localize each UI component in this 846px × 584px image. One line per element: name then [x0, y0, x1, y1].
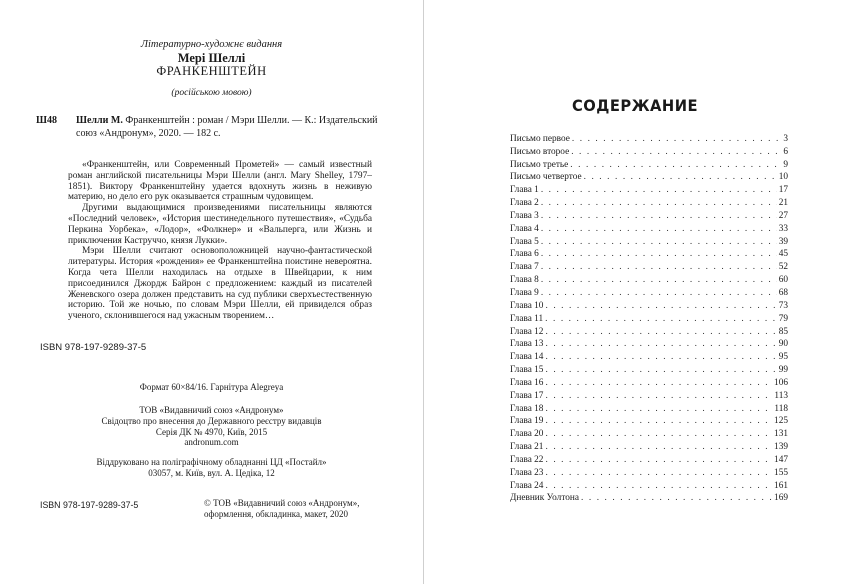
toc-entry-page: 161 — [774, 480, 788, 491]
toc-leader-dots — [545, 404, 772, 414]
toc-leader-dots — [541, 288, 777, 298]
toc-leader-dots — [570, 160, 781, 170]
abstract-paragraph: Мэри Шелли считают основоположницей научно-фантастической литературы. История «рождения» ее Франкенштейна поистине невероятна. Когда чета Шелли находилась на отдыхе в Швейцарии, к ним присоединился Джордж Байрон с предложением: каждый из писателей Женевского озера должен представить на суд публики сверхъестественную историю. Той же ночью, по словам Мэри Шелли, ей привиделся образ ученого, склонившегося над ужасным творением… — [68, 246, 372, 322]
series-line: Літературно-художнє видання — [140, 39, 283, 50]
toc-entry-label: Глава 7 — [510, 262, 539, 273]
toc-entry[interactable] — [510, 131, 788, 144]
toc-entry[interactable] — [510, 221, 788, 234]
toc-leader-dots — [545, 327, 776, 337]
toc-entry[interactable] — [510, 311, 788, 324]
toc-entry-label: Глава 23 — [510, 467, 544, 478]
toc-leader-dots — [571, 147, 781, 157]
toc-entry-page: 131 — [774, 429, 788, 440]
toc-leader-dots — [545, 481, 772, 491]
toc-entry-label: Глава 19 — [510, 416, 544, 427]
toc-entry-label: Глава 21 — [510, 442, 544, 453]
toc-entry[interactable] — [510, 452, 788, 465]
toc-leader-dots — [545, 455, 772, 465]
toc-entry-page: 155 — [774, 467, 788, 478]
toc-entry-page: 68 — [778, 287, 788, 298]
toc-entry-page: 27 — [778, 210, 788, 221]
toc-entry-page: 45 — [778, 249, 788, 260]
toc-entry[interactable] — [510, 362, 788, 375]
toc-entry-label: Глава 24 — [510, 480, 544, 491]
toc-entry[interactable] — [510, 170, 788, 183]
abstract-paragraph: Другими выдающимися произведениями писательницы являются «Последний человек», «История шестинедельного путешествия», «Судьба Перкина Уорбека», «Лодор», «Фолкнер» и «Вальперга, или Жизнь и приключения Каструччо, князя Лукки». — [68, 203, 372, 246]
toc-entry-page: 3 — [783, 133, 788, 144]
toc-entry[interactable] — [510, 144, 788, 157]
toc-entry-page: 95 — [778, 352, 788, 363]
toc-entry-label: Глава 5 — [510, 236, 539, 247]
toc-entry-label: Глава 15 — [510, 365, 544, 376]
toc-leader-dots — [545, 429, 772, 439]
abstract — [68, 160, 372, 322]
toc-leader-dots — [581, 493, 772, 503]
toc-leader-dots — [541, 237, 777, 247]
toc-leader-dots — [541, 275, 777, 285]
toc-entry-page: 39 — [778, 236, 788, 247]
toc-entry[interactable] — [510, 324, 788, 337]
toc-entry[interactable] — [510, 478, 788, 491]
toc-leader-dots — [541, 249, 777, 259]
printer-info — [0, 457, 423, 479]
toc-entry-label: Глава 16 — [510, 377, 544, 388]
toc-entry-label: Глава 14 — [510, 352, 544, 363]
toc-entry[interactable] — [510, 208, 788, 221]
publisher-info — [0, 405, 423, 448]
publisher-line: Серія ДК № 4970, Київ, 2015 — [155, 426, 268, 437]
toc-entry[interactable] — [510, 298, 788, 311]
isbn-top: ISBN 978-197-9289-37-5 — [40, 342, 147, 353]
toc-entry[interactable] — [510, 285, 788, 298]
toc-entry-label: Глава 10 — [510, 300, 544, 311]
toc-entry-page: 147 — [774, 454, 788, 465]
toc-leader-dots — [541, 198, 777, 208]
toc-entry-label: Глава 17 — [510, 390, 544, 401]
toc-entry[interactable] — [510, 439, 788, 452]
copyright — [204, 498, 394, 520]
toc-entry-page: 21 — [778, 198, 788, 209]
toc-leader-dots — [541, 185, 777, 195]
bib-description — [76, 114, 392, 140]
format-line: Формат 60×84/16. Гарнітура Alegreya — [139, 382, 284, 392]
right-page-contents — [424, 0, 846, 584]
toc-leader-dots — [545, 391, 772, 401]
toc-entry-label: Глава 18 — [510, 403, 544, 414]
toc-leader-dots — [541, 224, 777, 234]
toc-leader-dots — [584, 172, 777, 182]
toc-leader-dots — [545, 352, 776, 362]
toc-entry-page: 60 — [778, 275, 788, 286]
copyright-line: оформлення, обкладинка, макет, 2020 — [204, 509, 349, 519]
toc-entry-label: Глава 13 — [510, 339, 544, 350]
toc-entry-page: 17 — [778, 185, 788, 196]
toc-entry[interactable] — [510, 182, 788, 195]
toc-leader-dots — [545, 416, 772, 426]
toc-entry-label: Глава 20 — [510, 429, 544, 440]
toc-entry-label: Глава 1 — [510, 185, 539, 196]
toc-entry-page: 6 — [783, 146, 788, 157]
toc-entry-page: 118 — [774, 403, 788, 414]
printer-line: 03057, м. Київ, вул. А. Цедіка, 12 — [148, 467, 275, 478]
toc-entry[interactable] — [510, 234, 788, 247]
toc-entry-label: Глава 3 — [510, 210, 539, 221]
toc-entry-page: 52 — [778, 262, 788, 273]
book-title: ФРАНКЕНШТЕЙН — [156, 64, 267, 78]
printer-line: Віддруковано на поліграфічному обладнанні ЦД «Постайл» — [96, 457, 327, 467]
toc-entry-label: Глава 11 — [510, 313, 544, 324]
toc-entry[interactable] — [510, 272, 788, 285]
language-note: (російською мовою) — [171, 88, 252, 98]
toc-entry-page: 33 — [778, 223, 788, 234]
toc-entry[interactable] — [510, 491, 788, 504]
toc-entry-label: Письмо второе — [510, 146, 570, 157]
toc-entry[interactable] — [510, 375, 788, 388]
toc-title: СОДЕРЖАНИЕ — [572, 96, 698, 115]
toc-entry[interactable] — [510, 247, 788, 260]
publisher-site: andronum.com — [184, 437, 239, 448]
bibliographic-record — [36, 114, 392, 140]
toc-entry-page: 169 — [774, 493, 788, 504]
toc-leader-dots — [545, 339, 776, 349]
toc-entry-page: 106 — [774, 377, 788, 388]
toc-leader-dots — [545, 442, 772, 452]
toc-entry-label: Глава 2 — [510, 198, 539, 209]
bib-author: Шелли М. — [76, 115, 123, 126]
toc-leader-dots — [541, 262, 777, 272]
toc-entry-page: 125 — [774, 416, 788, 427]
publisher-line: ТОВ «Видавничий союз «Андронум» — [139, 405, 284, 415]
toc-leader-dots — [545, 301, 776, 311]
toc-entry[interactable] — [510, 465, 788, 478]
toc-leader-dots — [545, 365, 776, 375]
toc-entry[interactable] — [510, 349, 788, 362]
bib-text: Франкенштейн : роман / Мэри Шелли. — К.: Издательский союз «Андронум», 2020. — 182 с. — [76, 115, 378, 139]
abstract-paragraph: «Франкенштейн, или Современный Прометей» — самый известный роман английской писательницы Мэри Шелли (англ. Mary Shelley, 1797–1851). Виктору Франкенштейну удается вдохнуть жизнь в неживую материю, но дело его рук оказывается страшным чудовищем. — [68, 160, 372, 203]
toc-entry[interactable] — [510, 337, 788, 350]
copyright-line: © ТОВ «Видавничий союз «Андронум», — [204, 498, 360, 508]
author-name: Мері Шеллі — [177, 51, 246, 65]
toc-entry-label: Глава 9 — [510, 287, 539, 298]
toc-entry-page: 139 — [774, 442, 788, 453]
table-of-contents — [510, 131, 788, 503]
toc-entry-label: Дневник Уолтона — [510, 493, 580, 504]
toc-entry-label: Глава 6 — [510, 249, 539, 260]
toc-entry-page: 90 — [778, 339, 788, 350]
bib-code: Ш48 — [36, 115, 57, 126]
toc-leader-dots — [541, 211, 777, 221]
toc-entry[interactable] — [510, 388, 788, 401]
toc-entry-label: Письмо первое — [510, 133, 570, 144]
toc-entry-page: 85 — [778, 326, 788, 337]
toc-leader-dots — [545, 378, 772, 388]
toc-entry[interactable] — [510, 157, 788, 170]
toc-entry[interactable] — [510, 414, 788, 427]
toc-entry-page: 79 — [778, 313, 788, 324]
toc-entry-label: Письмо третье — [510, 159, 569, 170]
toc-entry-label: Глава 4 — [510, 223, 539, 234]
toc-entry-page: 9 — [783, 159, 788, 170]
toc-entry-page: 10 — [778, 172, 788, 183]
toc-leader-dots — [545, 314, 777, 324]
toc-entry[interactable] — [510, 401, 788, 414]
toc-entry-page: 73 — [778, 300, 788, 311]
toc-entry-label: Письмо четвертое — [510, 172, 582, 183]
toc-entry-label: Глава 8 — [510, 275, 539, 286]
toc-entry-label: Глава 22 — [510, 454, 544, 465]
toc-entry[interactable] — [510, 195, 788, 208]
publisher-line: Свідоцтво про внесення до Державного реєстру видавців — [101, 415, 322, 426]
toc-leader-dots — [572, 134, 781, 144]
toc-leader-dots — [545, 468, 772, 478]
toc-entry[interactable] — [510, 426, 788, 439]
toc-entry-page: 99 — [778, 365, 788, 376]
toc-entry-label: Глава 12 — [510, 326, 544, 337]
toc-entry[interactable] — [510, 259, 788, 272]
toc-entry-page: 113 — [774, 390, 788, 401]
isbn-bottom: ISBN 978-197-9289-37-5 — [40, 500, 139, 510]
